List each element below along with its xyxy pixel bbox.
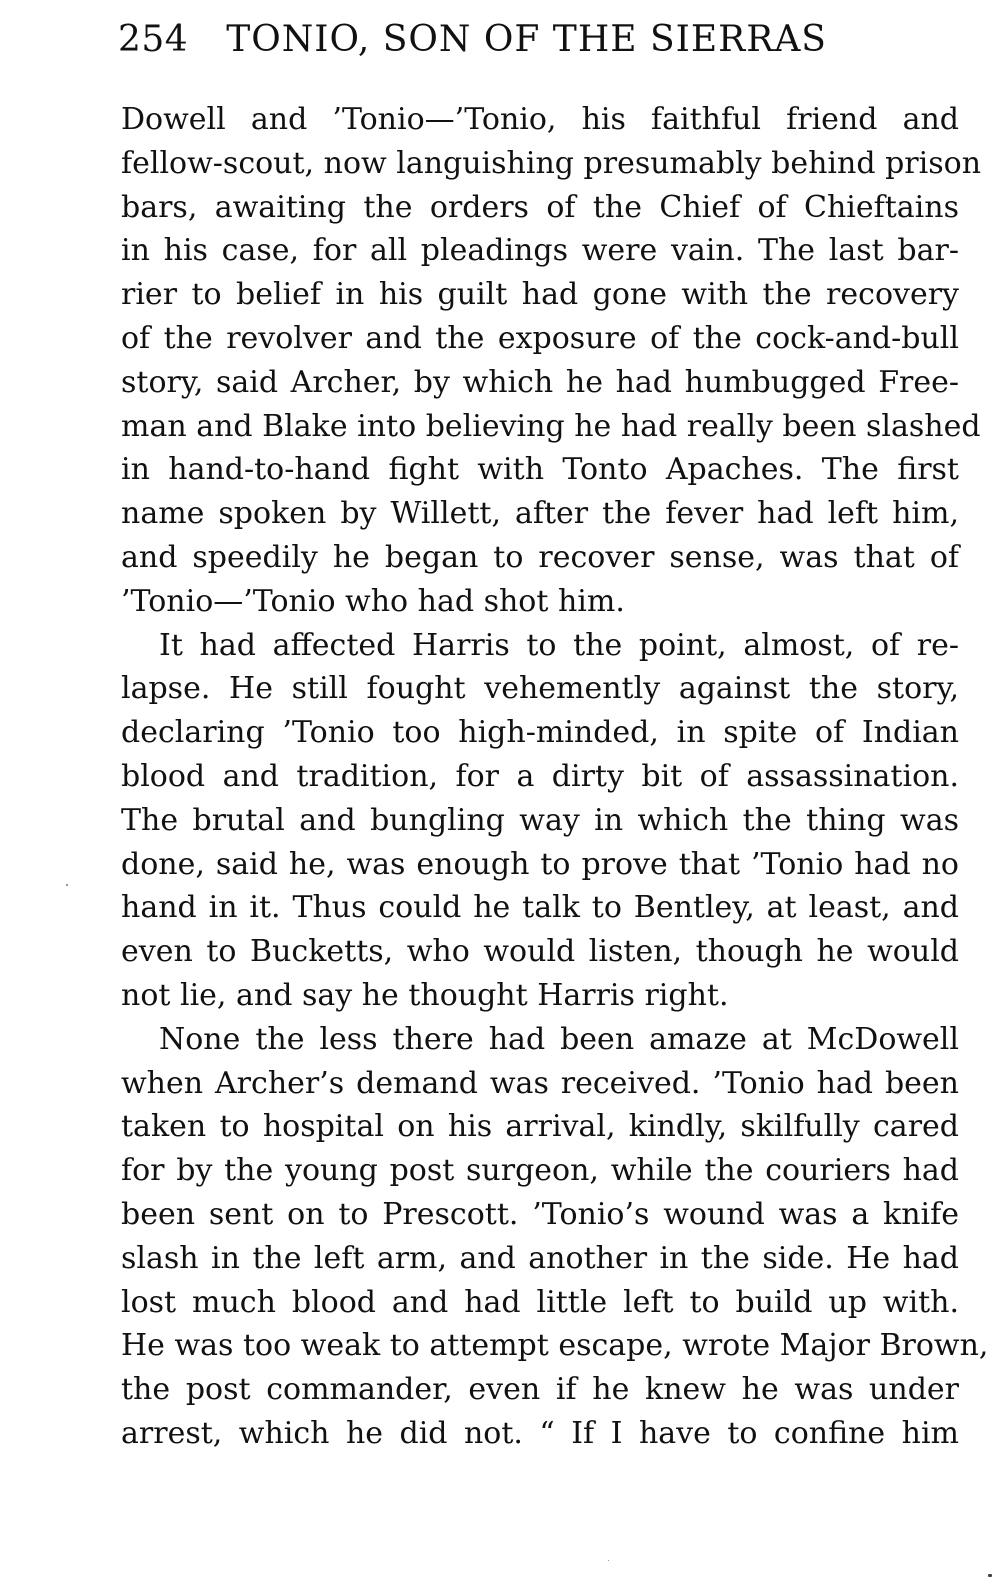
text-line: been sent on to Prescott. ’Tonio’s wound was a knife — [121, 1196, 959, 1232]
text-line: and speedily he began to recover sense, was that of — [121, 539, 959, 575]
text-line: The brutal and bungling way in which the thing was — [121, 802, 959, 838]
text-line: when Archer’s demand was received. ’Tonio had been — [121, 1065, 959, 1101]
text-line: taken to hospital on his arrival, kindly, skilfully cared — [121, 1109, 959, 1145]
text-line: bars, awaiting the orders of the Chief of Chieftains — [121, 189, 959, 225]
text-line: the post commander, even if he knew he was under — [121, 1372, 959, 1408]
text-line: rier to belief in his guilt had gone with the recovery — [121, 277, 959, 313]
paragraph — [121, 624, 959, 1018]
text-line: Dowell and ’Tonio—’Tonio, his faithful friend and — [121, 102, 959, 137]
text-line: arrest, which he did not. “ If I have to confine him — [121, 1415, 959, 1451]
book-title: TONIO, SON OF THE SIERRAS — [226, 19, 827, 60]
text-line: He was too weak to attempt escape, wrote Major Brown, — [121, 1328, 989, 1364]
text-line: It had affected Harris to the point, almost, of re- — [159, 627, 959, 663]
text-line: fellow-scout, now languishing presumably behind prison — [121, 145, 982, 181]
scan-speck — [988, 1574, 992, 1577]
paragraph — [121, 1018, 989, 1456]
text-line: declaring ’Tonio too high-minded, in spite of Indian — [121, 715, 959, 751]
text-line: slash in the left arm, and another in the side. He had — [121, 1240, 959, 1276]
scan-speck — [66, 884, 68, 886]
body-text — [121, 98, 989, 1456]
text-line: not lie, and say he thought Harris right. — [121, 977, 729, 1013]
page-number: 254 — [118, 19, 189, 60]
text-line: even to Bucketts, who would listen, though he would — [121, 934, 959, 970]
text-line: ’Tonio—’Tonio who had shot him. — [121, 583, 625, 619]
running-head — [118, 14, 888, 66]
text-line: lost much blood and had little left to build up with. — [121, 1284, 959, 1320]
paragraph — [121, 98, 982, 624]
text-line: lapse. He still fought vehemently against the story, — [121, 671, 959, 707]
scan-speck — [608, 1560, 609, 1561]
text-line: for by the young post surgeon, while the couriers had — [121, 1153, 959, 1189]
text-line: in hand-to-hand fight with Tonto Apaches. The first — [121, 452, 959, 488]
text-line: blood and tradition, for a dirty bit of assassination. — [121, 758, 959, 794]
text-line: done, said he, was enough to prove that ’Tonio had no — [121, 846, 959, 882]
text-line: man and Blake into believing he had really been slashed — [121, 408, 981, 444]
text-line: name spoken by Willett, after the fever had left him, — [121, 496, 959, 532]
text-line: None the less there had been amaze at McDowell — [159, 1021, 959, 1057]
text-line: of the revolver and the exposure of the cock-and-bull — [121, 320, 959, 356]
text-line: in his case, for all pleadings were vain. The last bar- — [121, 233, 959, 269]
text-line: hand in it. Thus could he talk to Bentley, at least, and — [121, 890, 959, 926]
text-line: story, said Archer, by which he had humbugged Free- — [121, 364, 959, 400]
